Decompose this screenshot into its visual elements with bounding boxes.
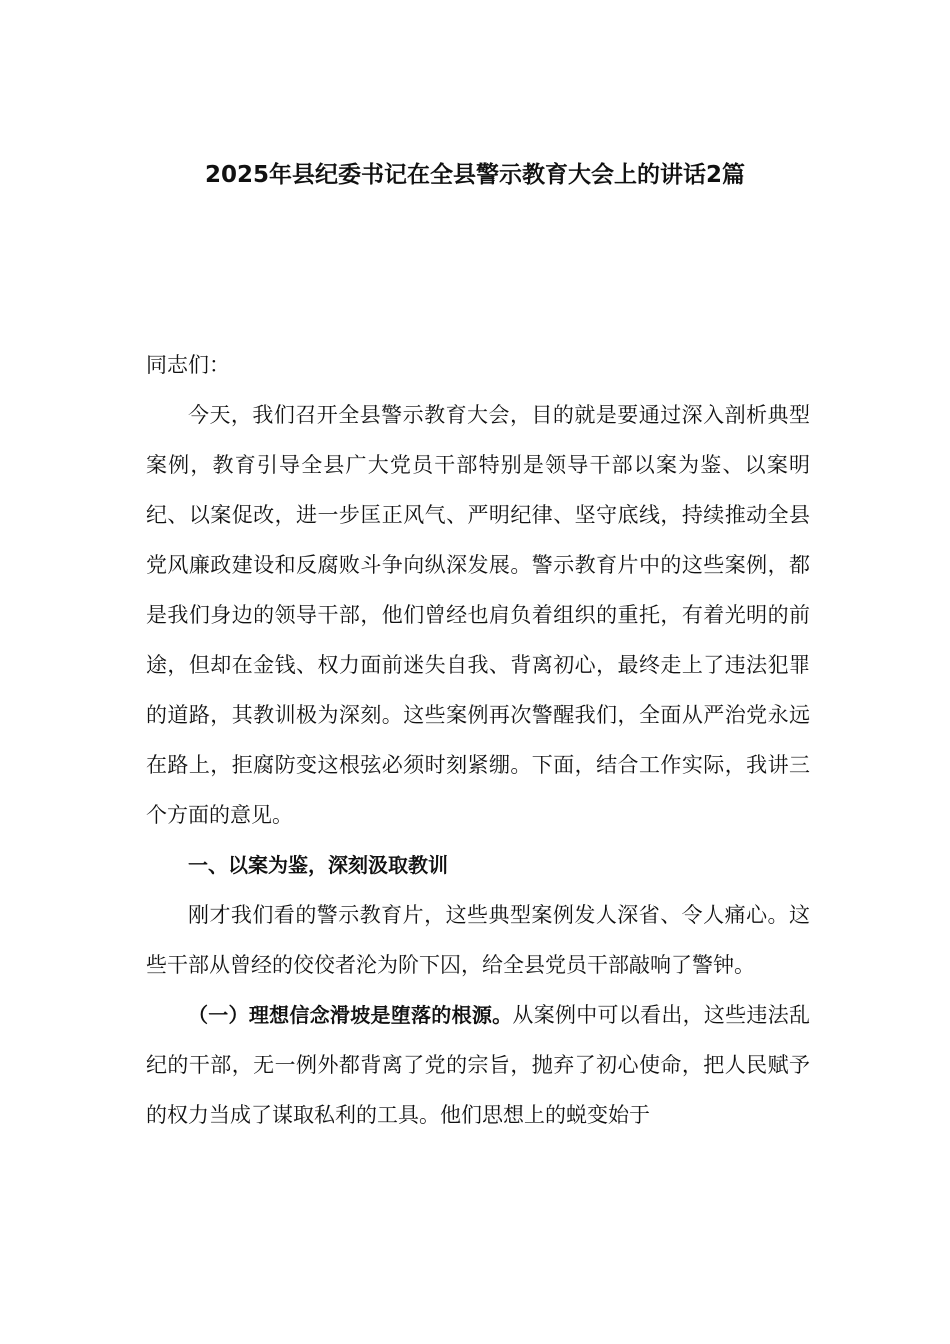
document-body xyxy=(146,340,810,1140)
subsection-1-lead: （一）理想信念滑坡是堕落的根源。 xyxy=(188,1003,513,1027)
document-title: 2025年县纪委书记在全县警示教育大会上的讲话2篇 xyxy=(204,162,746,188)
paragraph-subsection-1 xyxy=(146,990,810,1140)
subsection-1-text: 从案例中可以看出，这些违法乱纪的干部，无一例外都背离了党的宗旨，抛弃了初心使命，把人民赋予的权力当成了谋取私利的工具。他们思想上的蜕变始于 xyxy=(146,1003,811,1127)
paragraph-section-1-intro: 刚才我们看的警示教育片，这些典型案例发人深省、令人痛心。这些干部从曾经的佼佼者沦为阶下囚，给全县党员干部敲响了警钟。 xyxy=(146,903,810,977)
greeting-line: 同志们： xyxy=(146,353,230,377)
section-heading-1: 一、以案为鉴，深刻汲取教训 xyxy=(188,853,448,877)
paragraph-opening: 今天，我们召开全县警示教育大会，目的就是要通过深入剖析典型案例，教育引导全县广大党员干部特别是领导干部以案为鉴、以案明纪、以案促改，进一步匡正风气、严明纪律、坚守底线，持续推动全县党风廉政建设和反腐败斗争向纵深发展。警示教育片中的这些案例，都是我们身边的领导干部，他们曾经也肩负着组织的重托，有着光明的前途，但却在金钱、权力面前迷失自我、背离初心，最终走上了违法犯罪的道路，其教训极为深刻。这些案例再次警醒我们，全面从严治党永远在路上，拒腐防变这根弦必须时刻紧绷。下面，结合工作实际，我讲三个方面的意见。 xyxy=(146,403,810,827)
